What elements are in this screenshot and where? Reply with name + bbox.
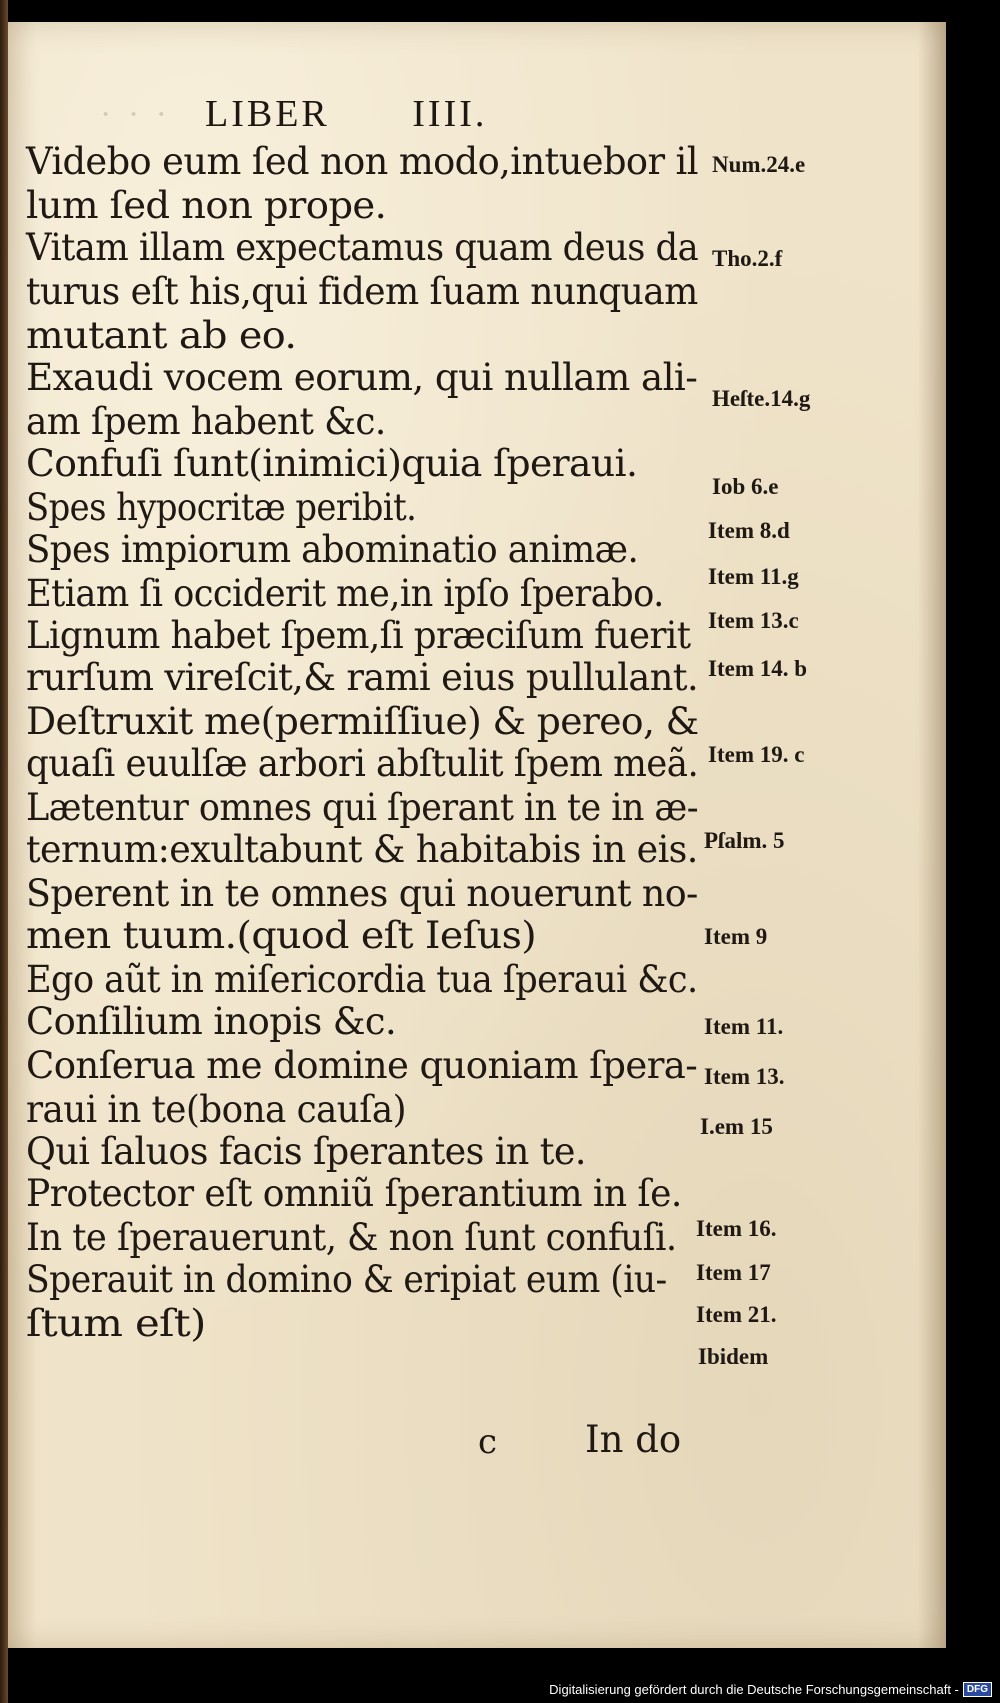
margin-reference: Item 8.d — [708, 518, 790, 543]
text-line: Confuſi ſunt(inimici)quia ſperaui. — [26, 442, 638, 485]
text-line: Ego aũt in miſericordia tua ſperaui &c. — [26, 958, 698, 1001]
text-line: Deſtruxit me(permiſſiue) & pereo, & — [26, 700, 699, 743]
header-book-number: IIII. — [412, 93, 488, 135]
margin-reference: Item 9 — [704, 924, 768, 949]
text-line: Conſilium inopis &c. — [26, 1000, 397, 1043]
text-line: Etiam ſi occiderit me,in ipſo ſperabo. — [26, 572, 664, 615]
text-line: ſtum eſt) — [26, 1302, 206, 1345]
footer-text: Digitalisierung gefördert durch die Deutsche Forschungsgemeinschaft - — [549, 1682, 959, 1697]
text-line: Spes impiorum abominatio animæ. — [26, 528, 639, 571]
margin-reference: Item 16. — [696, 1216, 777, 1241]
margin-reference: I.em 15 — [700, 1114, 773, 1139]
margin-reference: Pſalm. 5 — [704, 828, 785, 853]
signature-mark: c — [478, 1422, 498, 1462]
text-line: Qui ſaluos facis ſperantes in te. — [26, 1130, 586, 1173]
text-line: Spes hypocritæ peribit. — [26, 486, 417, 529]
margin-reference: Item 13. — [704, 1064, 785, 1089]
text-line: Conſerua me domine quoniam ſpera- — [26, 1044, 698, 1087]
text-line: mutant ab eo. — [26, 314, 297, 357]
text-line: raui in te(bona cauſa) — [26, 1088, 407, 1131]
text-line: am ſpem habent &c. — [26, 400, 386, 443]
text-line: In te ſperauerunt, & non ſunt confuſi. — [26, 1216, 677, 1259]
dfg-logo: DFG — [963, 1682, 992, 1697]
text-line: rurſum vireſcit,& rami eius pullulant. — [26, 656, 699, 699]
book-edge — [0, 0, 8, 1703]
text-line: Lignum habet ſpem,ſi præciſum fuerit — [26, 614, 691, 657]
text-line: ternum:exultabunt & habitabis in eis. — [26, 828, 698, 871]
text-line: Protector eſt omniũ ſperantium in ſe. — [26, 1172, 682, 1215]
margin-reference: Item 13.c — [708, 608, 799, 633]
text-line: Vitam illam expectamus quam deus da — [26, 226, 699, 269]
margin-reference: Item 17 — [696, 1260, 771, 1285]
margin-reference: Item 21. — [696, 1302, 777, 1327]
bleed-through-text: · · · — [100, 96, 171, 133]
margin-reference: Item 11.g — [708, 564, 799, 589]
margin-reference: Ibidem — [698, 1344, 769, 1369]
margin-reference: Item 19. c — [708, 742, 805, 767]
text-line: Sperent in te omnes qui nouerunt no- — [26, 872, 698, 915]
text-line: quaſi euulſæ arbori abſtulit ſpem meã. — [26, 742, 699, 785]
margin-reference: Tho.2.f — [712, 246, 783, 271]
running-header — [205, 92, 487, 136]
margin-reference: Item 11. — [704, 1014, 784, 1039]
text-line: Exaudi vocem eorum, qui nullam ali- — [26, 356, 698, 399]
margin-reference: Heſte.14.g — [712, 386, 811, 411]
text-line: Sperauit in domino & eripiat eum (iu- — [26, 1258, 667, 1301]
margin-reference: Num.24.e — [712, 152, 806, 177]
catchword: In do — [585, 1418, 682, 1461]
margin-reference: Iob 6.e — [712, 474, 779, 499]
margin-reference: Item 14. b — [708, 656, 808, 681]
header-title: LIBER — [205, 93, 330, 135]
text-line: men tuum.(quod eſt Ieſus) — [26, 914, 537, 957]
text-line: lum ſed non prope. — [26, 184, 387, 227]
text-line: turus eſt his,qui fidem ſuam nunquam — [26, 270, 698, 313]
text-line: Lætentur omnes qui ſperant in te in æ- — [26, 786, 699, 829]
digitization-footer — [549, 1682, 992, 1697]
text-line: Videbo eum ſed non modo,intuebor il — [26, 140, 698, 183]
